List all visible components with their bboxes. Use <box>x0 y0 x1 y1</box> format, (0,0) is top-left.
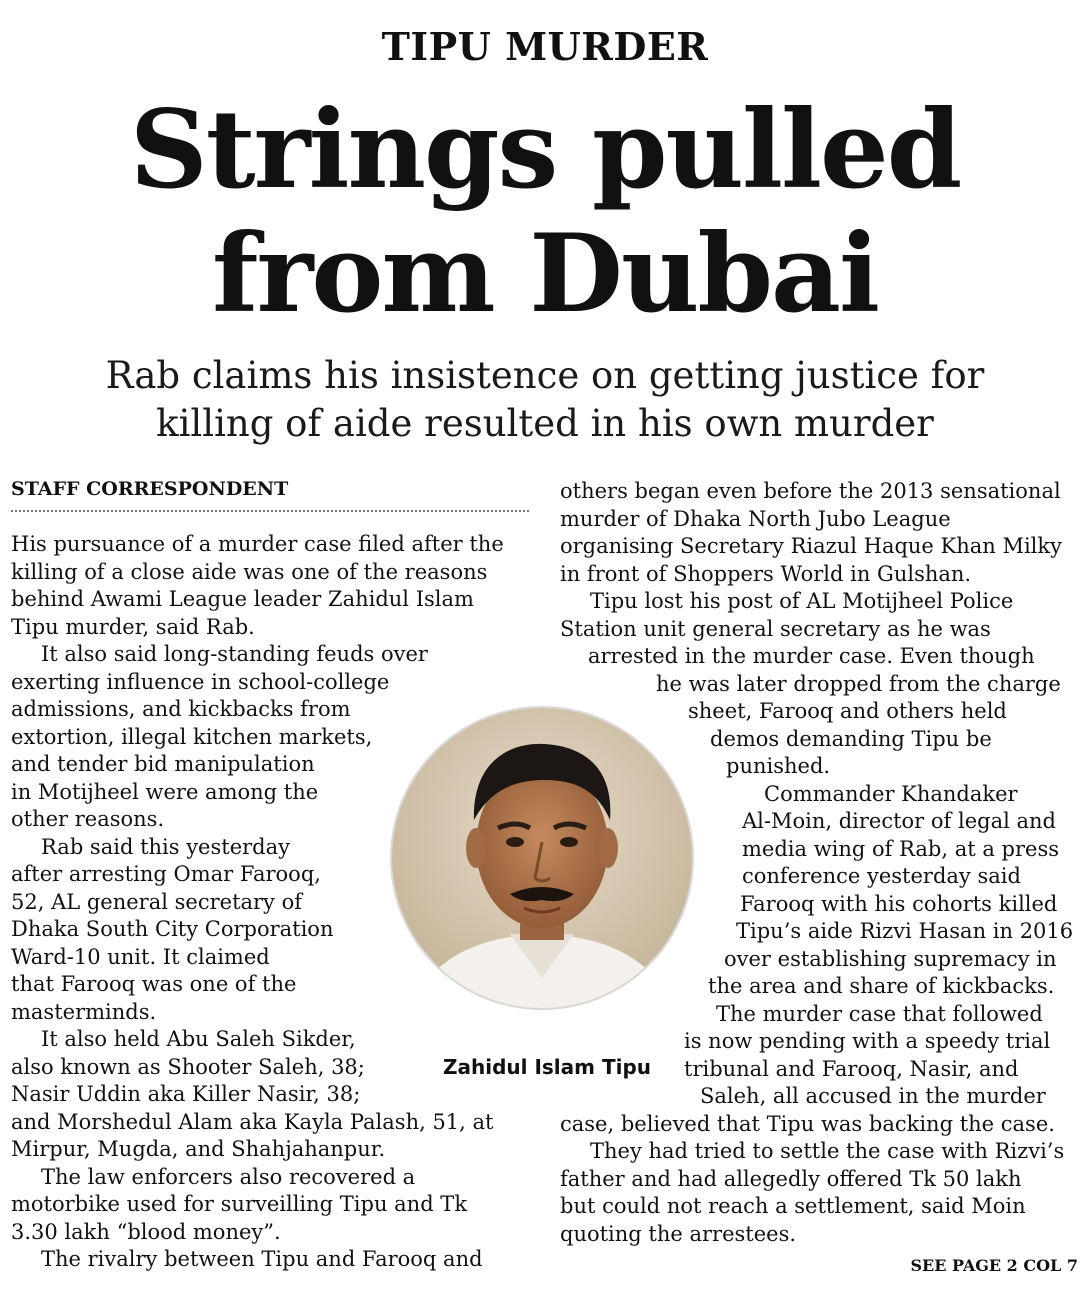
article-line: that Farooq was one of the <box>11 972 297 996</box>
subheadline-line: Rab claims his insistence on getting justice for <box>105 354 985 397</box>
article-line: 3.30 lakh “blood money”. <box>11 1219 281 1244</box>
article-line: in front of Shoppers World in Gulshan. <box>560 561 972 586</box>
article-line: is now pending with a speedy trial <box>684 1029 1051 1053</box>
article-line: and tender bid manipulation <box>11 752 315 776</box>
article-line: tribunal and Farooq, Nasir, and <box>684 1056 1019 1081</box>
article-line: media wing of Rab, at a press <box>742 836 1060 861</box>
subheadline-line: killing of aide resulted in his own murder <box>156 402 934 445</box>
article-line: and Morshedul Alam aka Kayla Palash, 51, at <box>11 1109 494 1134</box>
article-line: Nasir Uddin aka Killer Nasir, 38; <box>11 1082 361 1106</box>
article-line: His pursuance of a murder case filed after the <box>11 532 504 556</box>
article-line: murder of Dhaka North Jubo League <box>560 506 951 531</box>
article-line: Station unit general secretary as he was <box>560 616 991 641</box>
article-line: the area and share of kickbacks. <box>708 974 1055 998</box>
article-line: Commander Khandaker <box>764 781 1018 806</box>
article-line: father and had allegedly offered Tk 50 lakh <box>560 1166 1022 1191</box>
headline <box>0 88 1090 336</box>
article-line: They had tried to settle the case with Rizvi’s <box>590 1139 1065 1163</box>
article-line: exerting influence in school-college <box>11 669 390 694</box>
article-line: Tipu lost his post of AL Motijheel Police <box>590 589 1014 613</box>
article-line: he was later dropped from the charge <box>656 671 1061 696</box>
article-line: Mirpur, Mugda, and Shahjahanpur. <box>11 1137 386 1161</box>
article-line: Tipu murder, said Rab. <box>11 614 255 639</box>
article-line: The murder case that followed <box>716 1001 1043 1026</box>
headline-line: from Dubai <box>212 211 878 337</box>
article-line: organising Secretary Riazul Haque Khan Milky <box>560 534 1062 558</box>
article-line: demos demanding Tipu be <box>710 726 992 751</box>
portrait-illustration <box>392 708 692 1008</box>
article-line: Tipu’s aide Rizvi Hasan in 2016 <box>736 919 1074 943</box>
byline-divider <box>11 510 529 512</box>
article-line: Rab said this yesterday <box>41 834 290 859</box>
headline-line: Strings pulled <box>129 87 961 213</box>
article-line: masterminds. <box>11 999 157 1024</box>
article-line: also known as Shooter Saleh, 38; <box>11 1054 365 1079</box>
article-line: Saleh, all accused in the murder <box>700 1084 1046 1108</box>
article-line: conference yesterday said <box>742 864 1021 888</box>
article-line: It also held Abu Saleh Sikder, <box>41 1027 356 1051</box>
portrait-photo <box>390 706 694 1010</box>
article-line: over establishing supremacy in <box>724 946 1057 971</box>
article-line: others began even before the 2013 sensational <box>560 479 1061 503</box>
article-line: extortion, illegal kitchen markets, <box>11 724 373 749</box>
article-line: admissions, and kickbacks from <box>11 697 351 721</box>
article-line: The rivalry between Tipu and Farooq and <box>41 1247 483 1271</box>
article-line: It also said long-standing feuds over <box>41 642 428 666</box>
article-line: motorbike used for surveilling Tipu and Tk <box>11 1192 468 1216</box>
article-line: killing of a close aide was one of the reasons <box>11 559 488 584</box>
byline: STAFF CORRESPONDENT <box>11 478 289 500</box>
jump-line: SEE PAGE 2 COL 7 <box>910 1256 1078 1275</box>
article-line: but could not reach a settlement, said Moin <box>560 1194 1026 1218</box>
article-line: after arresting Omar Farooq, <box>11 862 321 886</box>
section-kicker: TIPU MURDER <box>381 24 709 69</box>
article-line: Farooq with his cohorts killed <box>740 891 1058 916</box>
article-line: in Motijheel were among the <box>11 779 319 804</box>
article-line: other reasons. <box>11 807 165 831</box>
article-line: Ward-10 unit. It claimed <box>11 944 270 969</box>
article-line: Dhaka South City Corporation <box>11 917 334 941</box>
article-line: behind Awami League leader Zahidul Islam <box>11 587 474 611</box>
article-line: arrested in the murder case. Even though <box>588 644 1035 668</box>
article-line: 52, AL general secretary of <box>11 889 303 914</box>
article-line: quoting the arrestees. <box>560 1221 797 1246</box>
article-line: case, believed that Tipu was backing the case. <box>560 1111 1055 1136</box>
article-line: Al-Moin, director of legal and <box>742 809 1056 833</box>
photo-caption: Zahidul Islam Tipu <box>443 1055 652 1079</box>
article-line: punished. <box>726 754 831 778</box>
article-line: sheet, Farooq and others held <box>688 699 1007 723</box>
subheadline <box>0 352 1090 448</box>
article-line: The law enforcers also recovered a <box>41 1164 416 1189</box>
